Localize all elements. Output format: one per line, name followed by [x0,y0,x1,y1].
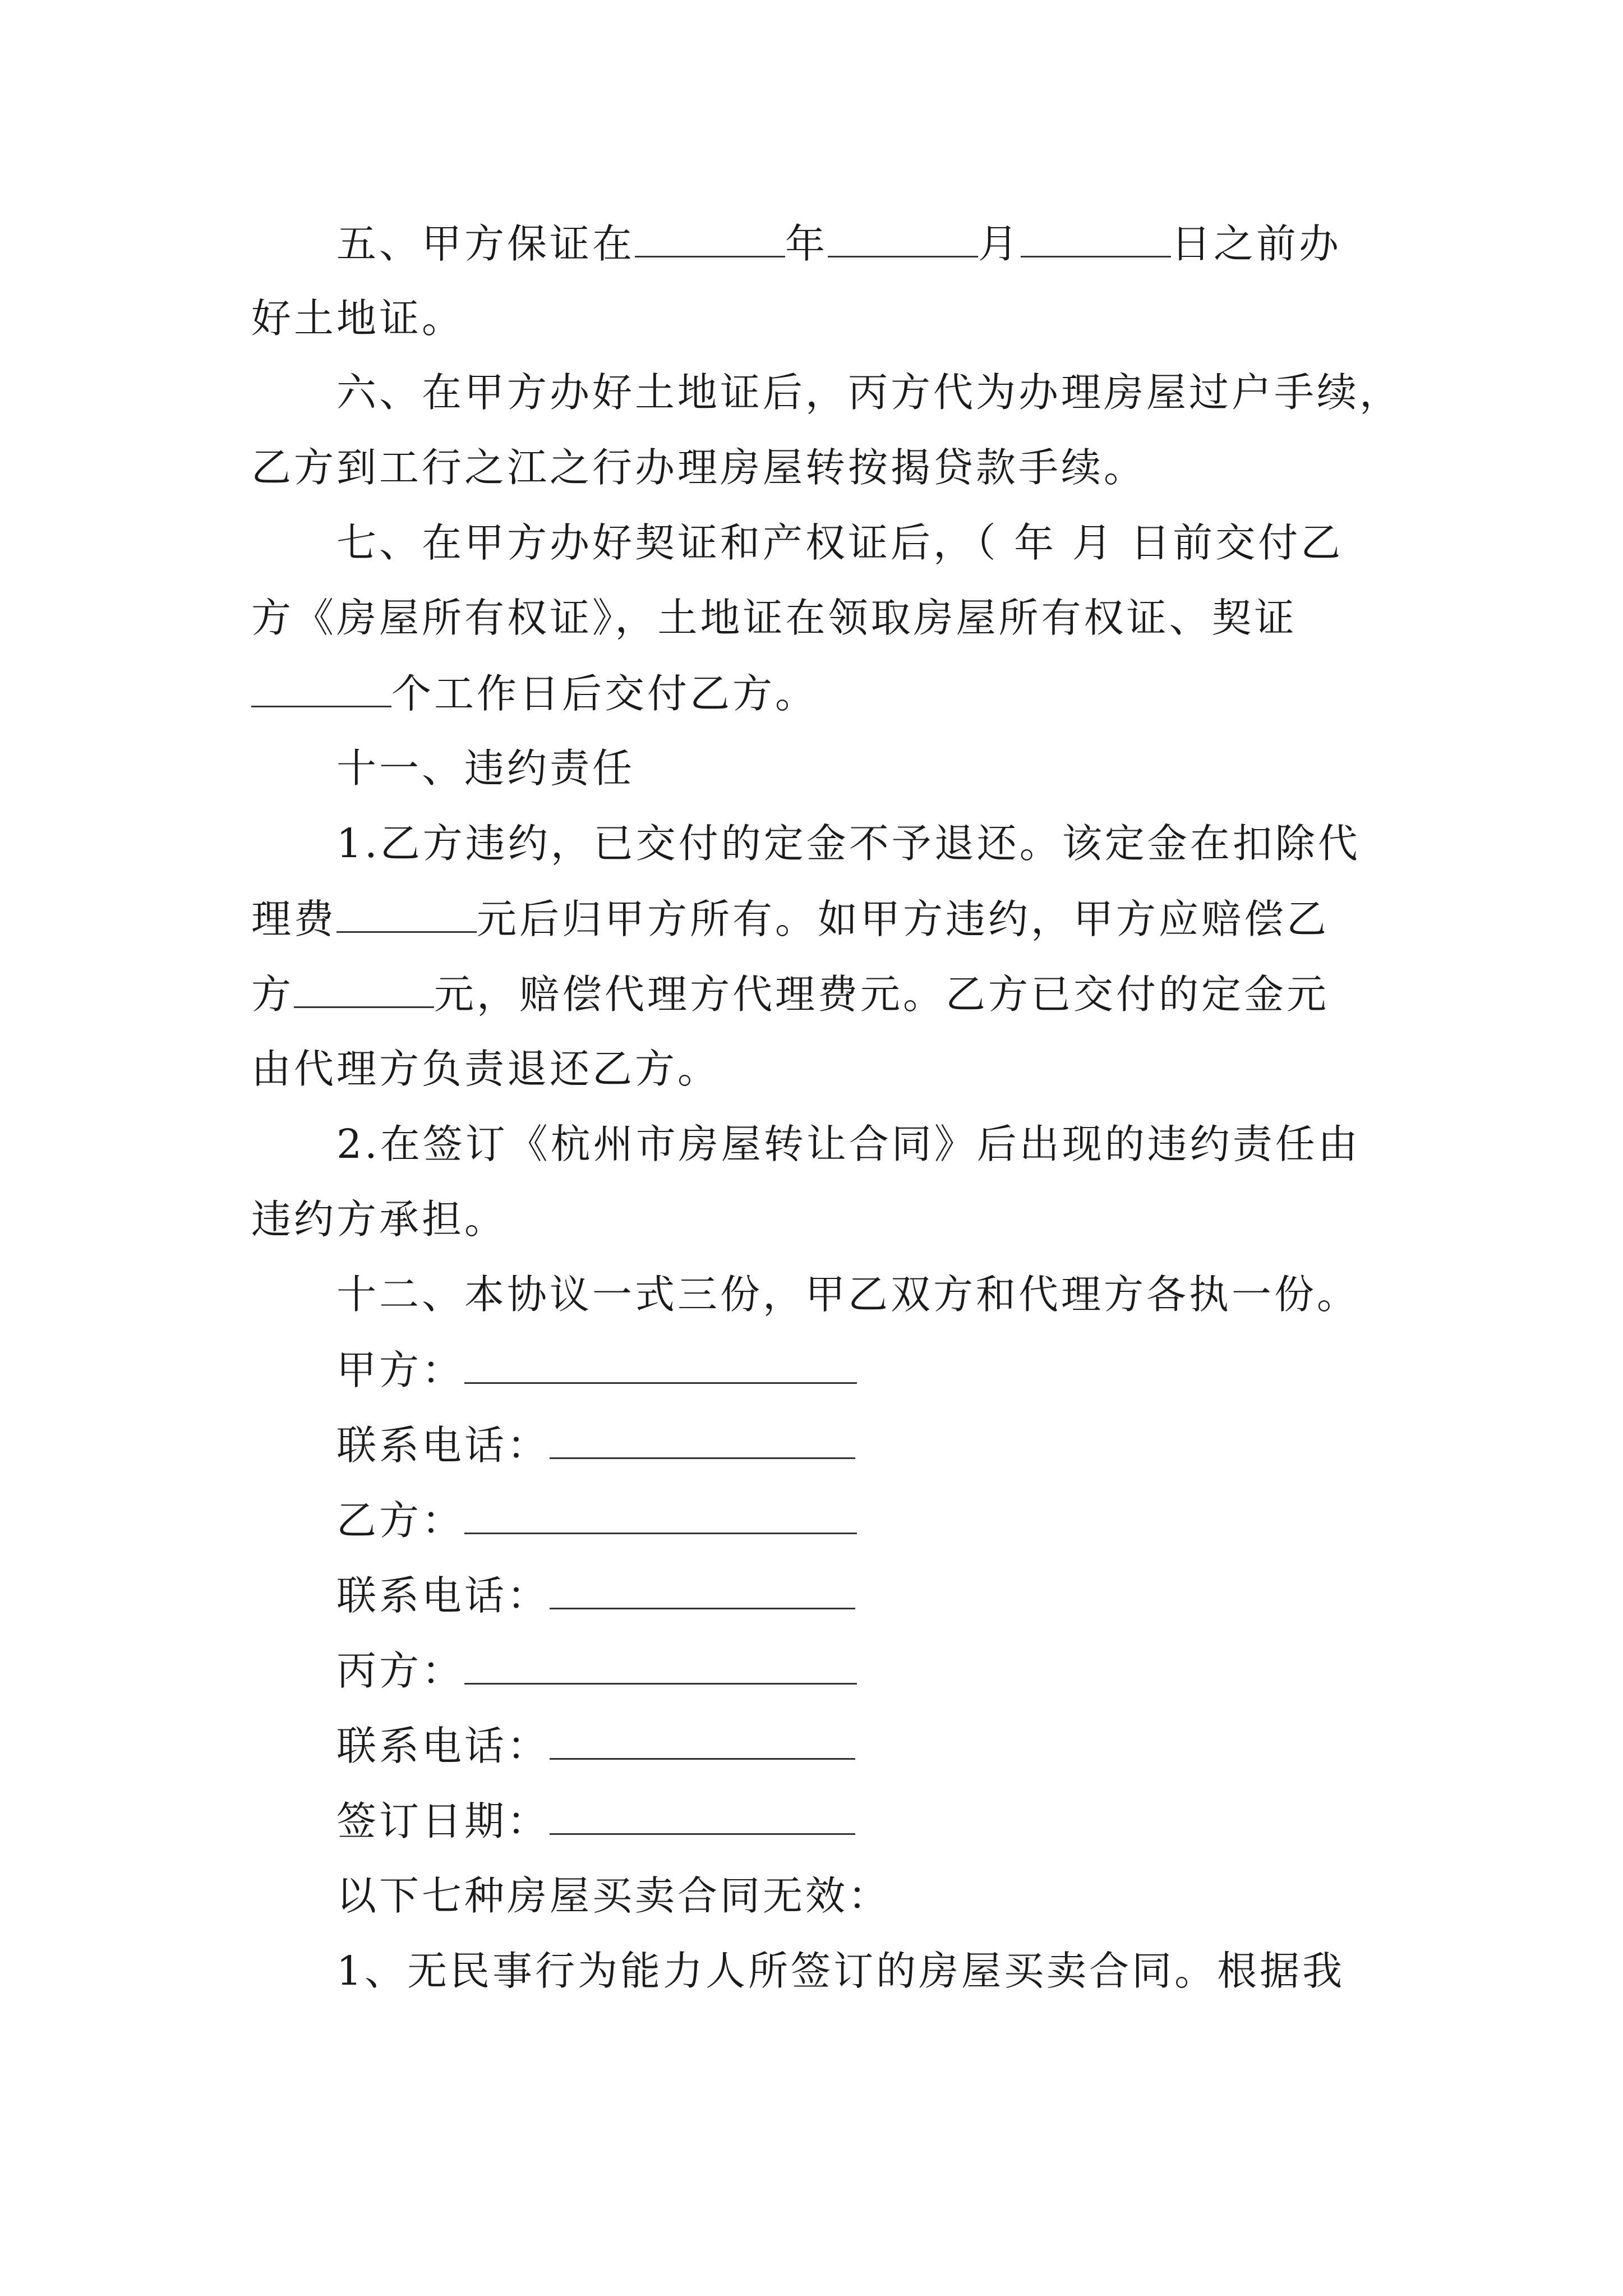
invalid-contracts-intro: 以下七种房屋买卖合同无效： [336,1872,891,1919]
agency-fee-text: 元后归甲方所有。如甲方违约，甲方应赔偿乙 [477,896,1330,942]
clause-11-p2-line-1: 2.在签订《杭州市房屋转让合同》后出现的违约责任由 [336,1121,1361,1167]
signature-party-b [336,1493,1458,1547]
clause-7-line-2: 方《房屋所有权证》，土地证在领取房屋所有权证、契证 [251,595,1297,641]
clause-6-line-2: 乙方到工行之江之行办理房屋转按揭贷款手续。 [251,444,1147,491]
phone-c-label: 联系电话： [336,1723,550,1769]
signature-date [336,1794,1458,1848]
signature-party-a [336,1343,1458,1397]
month-blank [828,217,978,257]
clause-7-line-1: 七、在甲方办好契证和产权证后，（ 年 月 日前交付乙 [336,519,1344,566]
invalid-contracts-item-1: 1、无民事行为能力人所签订的房屋买卖合同。根据我 [336,1948,1345,1994]
year-blank [635,217,785,257]
agency-fee-blank [336,892,477,933]
compensation-label: 方 [251,971,294,1018]
phone-a-blank [550,1418,855,1459]
party-b-blank [464,1493,857,1534]
clause-11-p1-line-2 [251,892,1373,946]
phone-b-label: 联系电话： [336,1572,550,1619]
clause-11-p1-line-4: 由代理方负责退还乙方。 [251,1046,721,1092]
party-a-label: 甲方： [336,1347,465,1393]
signature-phone-a [336,1418,1458,1472]
signature-phone-c [336,1719,1458,1773]
month-label: 月 [978,220,1021,267]
clause-5-text: 五、甲方保证在 [336,220,635,267]
clause-6-line-1: 六、在甲方办好土地证后，丙方代为办理房屋过户手续， [336,369,1403,416]
day-blank [1021,217,1171,257]
party-c-blank [464,1644,857,1685]
day-label: 日之前办 [1171,220,1342,267]
clause-7-line-3 [251,666,1373,720]
phone-a-label: 联系电话： [336,1422,550,1469]
clause-11-title: 十一、违约责任 [336,745,635,792]
clause-5-line-1 [336,217,1458,270]
signature-phone-b [336,1568,1458,1622]
clause-11-p1-line-1: 1.乙方违约，已交付的定金不予退还。该定金在扣除代 [336,820,1361,867]
compensation-blank [294,967,434,1008]
party-a-blank [464,1343,857,1384]
party-b-label: 乙方： [336,1497,465,1544]
year-label: 年 [785,220,828,267]
phone-c-blank [550,1719,855,1760]
clause-11-p1-line-3 [251,967,1373,1021]
signature-party-c [336,1644,1458,1697]
clause-12: 十二、本协议一式三份，甲乙双方和代理方各执一份。 [336,1271,1360,1318]
compensation-text: 元，赔偿代理方代理费元。乙方已交付的定金元 [434,971,1330,1018]
agency-fee-label: 理费 [251,896,337,942]
phone-b-blank [550,1568,855,1609]
clause-5-line-2: 好土地证。 [251,295,465,342]
date-label: 签订日期： [336,1798,550,1844]
party-c-label: 丙方： [336,1648,465,1694]
clause-11-p2-line-2: 违约方承担。 [251,1196,508,1243]
clause-7-text: 个工作日后交付乙方。 [391,670,818,717]
date-blank [550,1794,855,1835]
workdays-blank [251,666,391,707]
